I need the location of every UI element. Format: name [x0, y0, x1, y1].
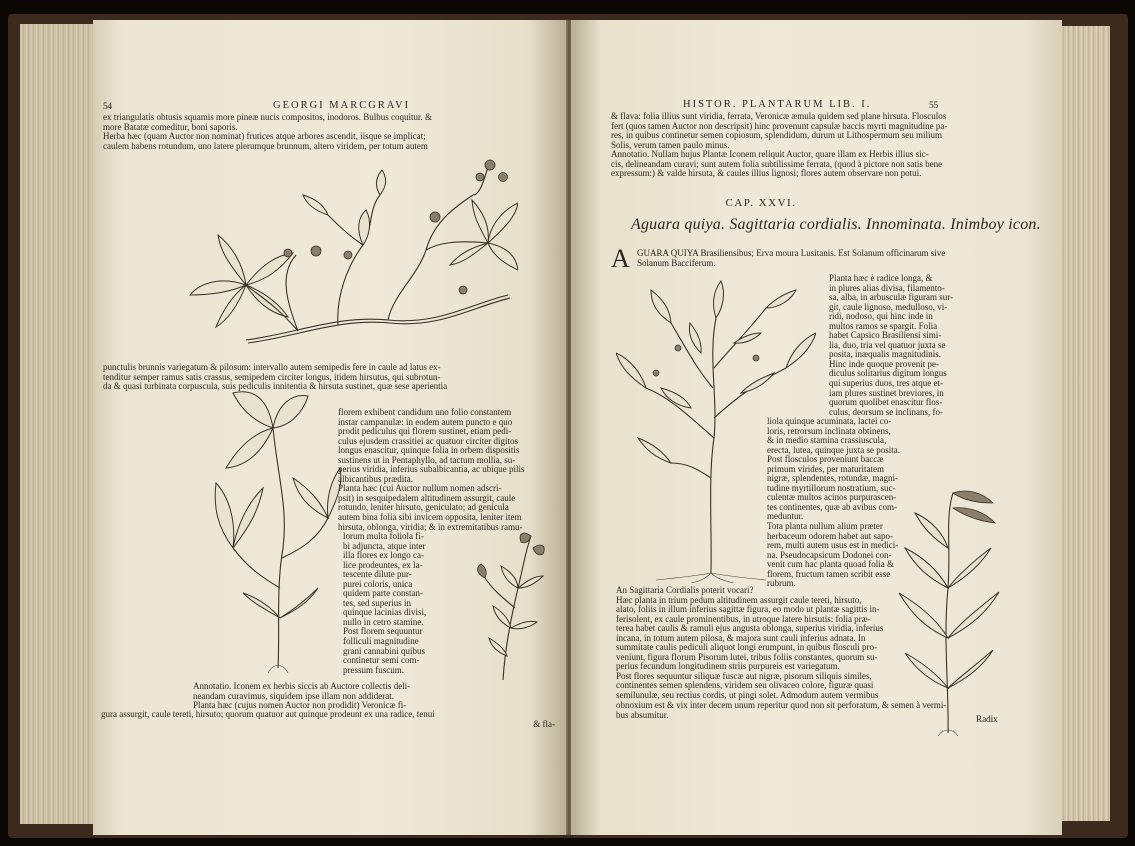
text-line: Planta hæc (cui Auctor nullum nomen adscri- [338, 484, 502, 494]
left-bottom-text [101, 710, 555, 729]
text-line: semilunulæ, seu rectius cordis, ut pingi solet. Admodum autem vermibus [616, 691, 879, 701]
text-line: Planta hæc è radice longa, & [829, 274, 933, 283]
text-line: GUARA QUIYA Brasiliensibus; Erva moura Lusitanis. Est Solanum officinarum sive [637, 249, 946, 258]
text-line: sustinens ut in Pentaphyllo, ad tactum mollia, su- [338, 455, 516, 465]
text-line: liola quinque acuminata, lactei co- [767, 417, 892, 426]
text-line: da & quasi turbinata corpuscula, suis pediculis innitentia & hirsuta sustinet, quæ sese aperientia [103, 382, 448, 392]
text-line: psit) in sesquipedalem altitudinem assurgit, caule [338, 493, 516, 503]
text-line: culentæ multos acinos purpurascen- [767, 493, 897, 503]
text-line: An Sagittaria Cordialis poterit vocari? [616, 586, 754, 595]
text-line: florem, fructum tamen scribit esse [767, 569, 891, 579]
text-line: illa flores ex longo ca- [343, 551, 424, 561]
text-line: Hinc inde quoque provenit pe- [829, 359, 939, 369]
right-column-text [829, 274, 1029, 417]
right-bottom-narrow-text [616, 586, 896, 701]
text-line: herbaceum odorem habet aut sapo- [767, 531, 893, 541]
text-line: instar campanulæ: in eodem autem puncto e quo [338, 417, 513, 427]
text-line: veniunt, figura florum Pisorum lutei, tribus foliis constantes, quorum su- [616, 652, 878, 662]
text-line: culus ejusdem crassitiei ac quatuor circiter digitos [338, 436, 518, 446]
text-line: perius viridia, inferius subalbicantia, ac ubique pilis [338, 465, 525, 475]
text-line: rotundo, leniter hirsuto, geniculato; ad genicula [338, 503, 509, 513]
text-line: lorum multa foliola fi- [343, 532, 424, 541]
text-line: Solanum Bacciferum. [637, 258, 716, 268]
text-line: ferisolent, ex caule prominentibus, in utroque latere hirsutis: folia præ- [616, 614, 871, 624]
right-page-stack-edge [1060, 26, 1110, 821]
text-line: quorum quolibet enascitur flos- [829, 398, 943, 408]
text-line: Hæc planta in trium pedum altitudinem assurgit caule tereti, hirsuto, [616, 595, 862, 605]
illustration-small-sprig [463, 528, 553, 683]
text-line: hirsuta, oblonga, viridia; & in extremitatibus ramu- [338, 522, 523, 532]
text-line: purei coloris, unica [343, 579, 413, 589]
text-line: multos ramos se spargit. Folia [829, 321, 938, 331]
left-annotation-text [193, 682, 553, 711]
text-line: iam plures sustinet breviores, in [829, 388, 944, 398]
text-line: rubrum. [767, 579, 796, 589]
text-line: sa, alba, in arbusculæ figuram sur- [829, 293, 954, 303]
text-line: git, caule lignoso, medulloso, vi- [829, 302, 948, 312]
text-line: folliculi magnitudine [343, 637, 419, 647]
text-line: diculus solitarius digitum longus [829, 369, 947, 379]
text-line: posita, inæqualis magnitudinis. [829, 350, 941, 360]
text-line: obnoxium est & vix inter decem unum reperitur quod non sit perforatum, & semen à vermi- [616, 701, 947, 710]
text-line: fert (quos tamen Auctor non descripsit) hinc provenunt capsulæ baccis myrti magnitudine pa- [611, 121, 948, 131]
text-line: incana, in totum autem pilosa, & majora sunt cauli inferius adnata. In [616, 633, 866, 643]
text-line: florem exhibent candidum uno folio constantem [338, 408, 512, 417]
right-page-number: 55 [929, 101, 939, 111]
text-line: Planta hæc (cujus nomen Auctor non prodidit) Veronicæ fi- [193, 701, 407, 711]
text-line: tes, sed superius in [343, 598, 411, 608]
left-running-head: GEORGI MARCGRAVI [273, 100, 411, 111]
text-line: Post florem sequuntur [343, 627, 423, 637]
text-line: bus absumitur. [616, 710, 669, 720]
text-line: expressum:) & valde hirsuta, & caules illius lignosi; flores autem observare non potui. [611, 169, 922, 179]
text-line: bi adjuncta, atque inter [343, 541, 426, 551]
text-line: nullo in cetro stamine. [343, 617, 424, 627]
text-line: continentes semen splendens, viridem seu olivaceo colore, figuræ quasi [616, 681, 874, 691]
text-line: Post flosculos proveniunt baccæ [767, 455, 884, 465]
text-line: res, in quibus continetur semen copiosum, splendidum, durum ut Lithospermum seu milium [611, 131, 942, 141]
text-line: tenditur semper ramus satis crassus, semipedem circiter longus, itidem hirsutus, qui subrotun- [103, 372, 441, 382]
right-running-head: HISTOR. PLANTARUM LIB. I. [683, 99, 872, 110]
right-page [571, 20, 1062, 835]
text-line: alato, foliis in illum inferius sagittæ figura, eo modo ut plantæ sagittis in- [616, 605, 880, 615]
left-column-text [338, 408, 553, 532]
text-line: cis, delineandam curavi; sunt autem folia subtilissime ferrata, (quod à pictore non satis bene [611, 159, 943, 169]
left-page-number: 54 [103, 102, 113, 112]
right-intro-text [637, 249, 1057, 268]
text-line: loris, retrorsum inclinata obtinens, [767, 426, 891, 436]
text-line: caulem habens rotundum, uno latere plerumque brunnum, altero viridem, per totum autem [103, 141, 428, 151]
text-line: terea habet caulis & ramuli ejus angusta oblonga, superius viridia, inferius [616, 624, 884, 634]
text-line: meduntur. [767, 512, 804, 522]
text-line: venit cum hac planta quoad folia & [767, 560, 894, 570]
text-line: perius fecundum longitudinem striis purpureis est variegatum. [616, 662, 840, 672]
text-line: tescente dilute pur- [343, 570, 412, 580]
text-line: punctulis brunnis variegatum & pilosum: intervallo autem semipedis fere in caule ad latus ex- [103, 363, 441, 372]
text-line: grani cannabini quibus [343, 646, 425, 656]
text-line: lice prodeuntes, ex la- [343, 560, 423, 570]
right-top-text [611, 112, 1051, 179]
text-line: in plures alias divisa, filamento- [829, 283, 945, 293]
text-line: ridi, nodoso, qui hinc inde in [829, 312, 933, 322]
text-line: autem bina folia sibi invicem opposita, leniter item [338, 513, 522, 523]
text-line: Solis, verum tamen paulo minus. [611, 140, 730, 150]
text-line: more Batatæ comeditur, boni saporis. [103, 122, 238, 132]
text-line: gura assurgit, caule tereti, hirsuto; quorum quatuor aut quinque prodeunt ex una radice, tenui [101, 710, 435, 719]
text-line: Herba hæc (quam Auctor non nominat) frutices atque arbores ascendit, iisque se implicat; [103, 132, 426, 142]
text-line: Annotatio. Iconem ex herbis siccis ab Auctore collectis deli- [193, 682, 411, 691]
text-line: primum virides, per maturitatem [767, 464, 884, 474]
text-line: na. Pseudocapsicum Dodonei con- [767, 550, 892, 560]
text-line: habet Capsico Brasiliensi simi- [829, 331, 942, 341]
chapter-title: Aguara quiya. Sagittaria cordialis. Innominata. Inimboy icon. [631, 216, 1041, 233]
text-line: erecta, lutea, quinque juxta se posita. [767, 445, 900, 455]
illustration-climbing-vine [188, 155, 518, 360]
text-line: ex triangulatis obtusis squamis more pineæ nucis compositos, inodoros. Bulbus coquitur. & [103, 113, 432, 122]
text-line: tes continentes, quæ ab avibus com- [767, 502, 897, 512]
text-line: quidem parte constan- [343, 589, 423, 599]
text-line: prodit pediculus qui florem sustinet, etiam pedi- [338, 427, 512, 437]
text-line: longus enascitur, quinque folia in orbem dispositis [338, 446, 520, 456]
text-line: Annotatio. Nullam hujus Plantæ Iconem reliquit Auctor, quare illam ex Herbis illius sic- [611, 150, 929, 160]
text-line: quinque lacinias divisi, [343, 608, 427, 618]
text-line: nigræ, splendentes, rotundæ, magni- [767, 474, 898, 484]
left-top-text [103, 113, 551, 151]
text-line: qui superius duos, tres atque et- [829, 379, 943, 389]
text-line: neandam curavimus, siquidem ipse illam non addiderat. [193, 691, 394, 701]
text-line: Tota planta nullum alium præter [767, 522, 883, 532]
text-line: lia, duo, tria vel quatuor juxta se [829, 340, 946, 350]
drop-capital: A [611, 244, 630, 273]
text-line: & flava: folia illius sunt viridia, ferrata, Veronicæ æmula quidem sed plane hirsuta. Flosculos [611, 112, 947, 121]
text-line: Post flores sequuntur siliquæ fuscæ aut nigræ, pisorum siliquis similes, [616, 671, 872, 681]
text-line: tudine myrtillorum nostratium, suc- [767, 483, 896, 493]
text-line: albicantibus prædita. [338, 474, 413, 484]
illustration-flowering-plant [208, 388, 348, 673]
catchword: Radix [976, 715, 998, 725]
chapter-heading: CAP. XXVI. [725, 197, 797, 209]
left-page [93, 20, 567, 835]
catchword: & fla- [533, 719, 555, 729]
text-line: culus, deorsum se inclinans, fo- [829, 407, 943, 417]
right-bottom-text [616, 701, 1011, 720]
left-page-stack-edge [20, 24, 94, 824]
text-line: summitate caulis pediculi aliquot longi erumpunt, in quibus flosculi pro- [616, 643, 877, 653]
text-line: continetur semi com- [343, 656, 420, 666]
left-narrow-column-text [343, 532, 463, 675]
text-line: rem, multi autem usus est in medici- [767, 541, 899, 551]
text-line: & in medio stamina crassiuscula, [767, 436, 887, 446]
text-line: pressum fuscum. [343, 665, 404, 675]
